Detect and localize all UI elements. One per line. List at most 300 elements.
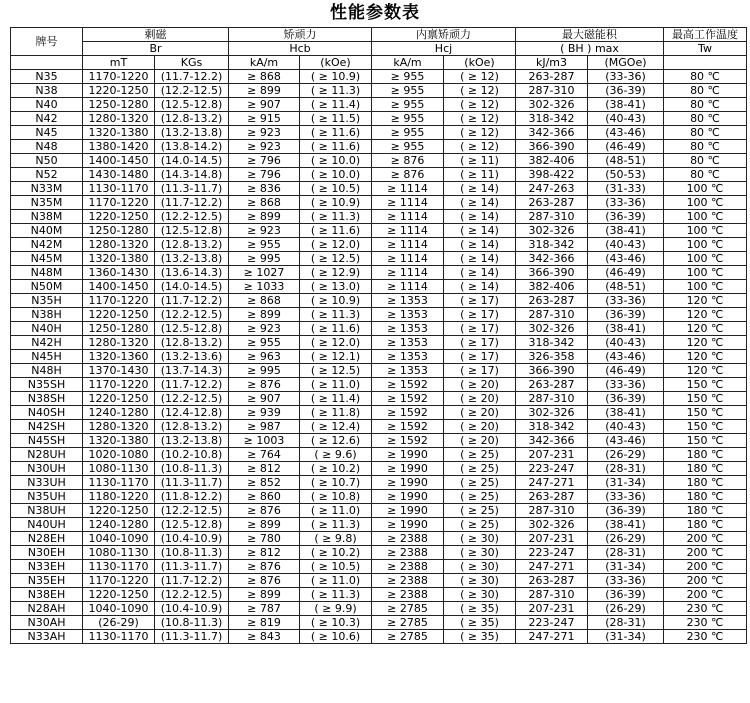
value-cell: 342-366 <box>516 126 588 140</box>
value-cell: ( ≥ 12.0) <box>300 238 372 252</box>
value-cell: 287-310 <box>516 84 588 98</box>
table-row <box>11 238 747 252</box>
grade-cell: N40SH <box>11 406 83 420</box>
value-cell: ≥ 1353 <box>372 364 444 378</box>
value-cell: 100 ℃ <box>664 252 747 266</box>
value-cell: (26-29) <box>588 602 664 616</box>
value-cell: (36-39) <box>588 84 664 98</box>
value-cell: 1130-1170 <box>83 182 155 196</box>
value-cell: 100 ℃ <box>664 182 747 196</box>
value-cell: 1170-1220 <box>83 294 155 308</box>
value-cell: ≥ 955 <box>229 238 300 252</box>
table-row <box>11 126 747 140</box>
value-cell: (46-49) <box>588 266 664 280</box>
value-cell: 1040-1090 <box>83 602 155 616</box>
value-cell: (48-51) <box>588 154 664 168</box>
value-cell: (12.8-13.2) <box>155 238 229 252</box>
value-cell: ( ≥ 11.4) <box>300 98 372 112</box>
value-cell: ≥ 1592 <box>372 378 444 392</box>
value-cell: 1280-1320 <box>83 420 155 434</box>
value-cell: 302-326 <box>516 518 588 532</box>
value-cell: (13.2-13.6) <box>155 350 229 364</box>
value-cell: ≥ 2388 <box>372 560 444 574</box>
value-cell: (40-43) <box>588 112 664 126</box>
value-cell: (11.7-12.2) <box>155 196 229 210</box>
grade-cell: N30EH <box>11 546 83 560</box>
value-cell: (12.2-12.5) <box>155 210 229 224</box>
value-cell: (38-41) <box>588 322 664 336</box>
unit-cell: kA/m <box>229 56 300 70</box>
value-cell: 287-310 <box>516 210 588 224</box>
value-cell: 287-310 <box>516 308 588 322</box>
value-cell: 1320-1380 <box>83 252 155 266</box>
grade-cell: N45M <box>11 252 83 266</box>
value-cell: (40-43) <box>588 420 664 434</box>
value-cell: ( ≥ 25) <box>444 476 516 490</box>
value-cell: ( ≥ 20) <box>444 392 516 406</box>
grade-cell: N42M <box>11 238 83 252</box>
value-cell: (13.2-13.8) <box>155 126 229 140</box>
grade-cell: N28EH <box>11 532 83 546</box>
value-cell: ≥ 1033 <box>229 280 300 294</box>
table-row <box>11 602 747 616</box>
value-cell: ≥ 876 <box>229 504 300 518</box>
value-cell: ( ≥ 13.0) <box>300 280 372 294</box>
value-cell: (10.8-11.3) <box>155 462 229 476</box>
value-cell: ( ≥ 14) <box>444 280 516 294</box>
grade-cell: N35 <box>11 70 83 84</box>
header-row-units <box>11 56 747 70</box>
value-cell: ( ≥ 25) <box>444 490 516 504</box>
grade-cell: N38EH <box>11 588 83 602</box>
grade-cell: N42H <box>11 336 83 350</box>
value-cell: ( ≥ 14) <box>444 224 516 238</box>
value-cell: (43-46) <box>588 252 664 266</box>
value-cell: ≥ 787 <box>229 602 300 616</box>
value-cell: 207-231 <box>516 602 588 616</box>
value-cell: 100 ℃ <box>664 238 747 252</box>
value-cell: (36-39) <box>588 588 664 602</box>
grade-cell: N45 <box>11 126 83 140</box>
header-units-blank <box>664 56 747 70</box>
header-temp-symbol: Tw <box>664 42 747 56</box>
value-cell: 120 ℃ <box>664 308 747 322</box>
grade-cell: N38M <box>11 210 83 224</box>
value-cell: 263-287 <box>516 196 588 210</box>
table-row <box>11 490 747 504</box>
header-intrinsic-symbol: Hcj <box>372 42 516 56</box>
header-max-energy-product: 最大磁能积 <box>516 28 664 42</box>
grade-cell: N42SH <box>11 420 83 434</box>
value-cell: (10.8-11.3) <box>155 546 229 560</box>
value-cell: (36-39) <box>588 392 664 406</box>
value-cell: ≥ 955 <box>229 336 300 350</box>
header-energy-symbol: ( BH ) max <box>516 42 664 56</box>
page-title: 性能参数表 <box>330 3 420 23</box>
value-cell: ≥ 907 <box>229 98 300 112</box>
value-cell: ( ≥ 11.8) <box>300 406 372 420</box>
value-cell: (13.7-14.3) <box>155 364 229 378</box>
table-row <box>11 196 747 210</box>
value-cell: 1360-1430 <box>83 266 155 280</box>
table-row <box>11 308 747 322</box>
value-cell: ( ≥ 11.6) <box>300 322 372 336</box>
value-cell: ( ≥ 10.3) <box>300 616 372 630</box>
value-cell: 180 ℃ <box>664 504 747 518</box>
value-cell: ( ≥ 14) <box>444 266 516 280</box>
value-cell: 80 ℃ <box>664 98 747 112</box>
value-cell: (14.3-14.8) <box>155 168 229 182</box>
table-row <box>11 294 747 308</box>
value-cell: (48-51) <box>588 280 664 294</box>
value-cell: 1220-1250 <box>83 588 155 602</box>
value-cell: 302-326 <box>516 98 588 112</box>
value-cell: (11.3-11.7) <box>155 182 229 196</box>
header-grade: 牌号 <box>11 28 83 56</box>
value-cell: ( ≥ 12) <box>444 98 516 112</box>
table-row <box>11 518 747 532</box>
value-cell: ( ≥ 12) <box>444 112 516 126</box>
value-cell: ≥ 1592 <box>372 406 444 420</box>
value-cell: 200 ℃ <box>664 574 747 588</box>
value-cell: (33-36) <box>588 378 664 392</box>
value-cell: 80 ℃ <box>664 84 747 98</box>
value-cell: ≥ 2388 <box>372 574 444 588</box>
grade-cell: N35EH <box>11 574 83 588</box>
value-cell: 180 ℃ <box>664 448 747 462</box>
value-cell: 1250-1280 <box>83 98 155 112</box>
value-cell: 100 ℃ <box>664 266 747 280</box>
grade-cell: N28AH <box>11 602 83 616</box>
value-cell: (12.2-12.5) <box>155 588 229 602</box>
value-cell: ( ≥ 11.6) <box>300 140 372 154</box>
grade-cell: N42 <box>11 112 83 126</box>
value-cell: (36-39) <box>588 210 664 224</box>
unit-cell: (kOe) <box>444 56 516 70</box>
value-cell: 398-422 <box>516 168 588 182</box>
value-cell: ≥ 1114 <box>372 238 444 252</box>
value-cell: ( ≥ 30) <box>444 588 516 602</box>
header-remanence-symbol: Br <box>83 42 229 56</box>
value-cell: ≥ 780 <box>229 532 300 546</box>
value-cell: 1170-1220 <box>83 574 155 588</box>
value-cell: (10.2-10.8) <box>155 448 229 462</box>
value-cell: (28-31) <box>588 462 664 476</box>
value-cell: ( ≥ 10.9) <box>300 70 372 84</box>
value-cell: 263-287 <box>516 490 588 504</box>
value-cell: (11.3-11.7) <box>155 560 229 574</box>
value-cell: (12.2-12.5) <box>155 308 229 322</box>
value-cell: ≥ 2785 <box>372 630 444 644</box>
unit-cell: KGs <box>155 56 229 70</box>
table-row <box>11 70 747 84</box>
value-cell: 223-247 <box>516 462 588 476</box>
value-cell: 247-271 <box>516 476 588 490</box>
value-cell: (46-49) <box>588 140 664 154</box>
value-cell: ( ≥ 12) <box>444 70 516 84</box>
value-cell: 263-287 <box>516 294 588 308</box>
grade-cell: N35SH <box>11 378 83 392</box>
grade-cell: N28UH <box>11 448 83 462</box>
value-cell: 223-247 <box>516 546 588 560</box>
value-cell: 1220-1250 <box>83 210 155 224</box>
value-cell: ≥ 899 <box>229 210 300 224</box>
value-cell: ( ≥ 35) <box>444 616 516 630</box>
value-cell: 180 ℃ <box>664 462 747 476</box>
value-cell: 318-342 <box>516 238 588 252</box>
value-cell: ( ≥ 11.3) <box>300 210 372 224</box>
value-cell: 318-342 <box>516 112 588 126</box>
table-row <box>11 616 747 630</box>
value-cell: ≥ 963 <box>229 350 300 364</box>
value-cell: ≥ 764 <box>229 448 300 462</box>
table-row <box>11 448 747 462</box>
value-cell: ( ≥ 30) <box>444 560 516 574</box>
table-row <box>11 168 747 182</box>
grade-cell: N45H <box>11 350 83 364</box>
table-row <box>11 322 747 336</box>
value-cell: 302-326 <box>516 406 588 420</box>
value-cell: ≥ 796 <box>229 154 300 168</box>
value-cell: ( ≥ 10.0) <box>300 168 372 182</box>
grade-cell: N50 <box>11 154 83 168</box>
value-cell: ( ≥ 14) <box>444 252 516 266</box>
value-cell: 1320-1380 <box>83 126 155 140</box>
value-cell: ( ≥ 12.5) <box>300 252 372 266</box>
value-cell: ( ≥ 10.8) <box>300 490 372 504</box>
value-cell: ( ≥ 9.8) <box>300 532 372 546</box>
value-cell: ≥ 923 <box>229 224 300 238</box>
value-cell: 100 ℃ <box>664 280 747 294</box>
grade-cell: N33EH <box>11 560 83 574</box>
value-cell: ( ≥ 12.6) <box>300 434 372 448</box>
value-cell: (12.4-12.8) <box>155 406 229 420</box>
value-cell: 80 ℃ <box>664 168 747 182</box>
value-cell: ( ≥ 25) <box>444 518 516 532</box>
value-cell: ≥ 1114 <box>372 280 444 294</box>
value-cell: 200 ℃ <box>664 588 747 602</box>
table-row <box>11 140 747 154</box>
grade-cell: N40 <box>11 98 83 112</box>
value-cell: 150 ℃ <box>664 378 747 392</box>
value-cell: ( ≥ 17) <box>444 322 516 336</box>
value-cell: ≥ 852 <box>229 476 300 490</box>
value-cell: ≥ 939 <box>229 406 300 420</box>
value-cell: (14.0-14.5) <box>155 280 229 294</box>
value-cell: 150 ℃ <box>664 392 747 406</box>
value-cell: 342-366 <box>516 434 588 448</box>
grade-cell: N40UH <box>11 518 83 532</box>
grade-cell: N35H <box>11 294 83 308</box>
value-cell: ≥ 2388 <box>372 532 444 546</box>
grade-cell: N33M <box>11 182 83 196</box>
value-cell: ( ≥ 10.2) <box>300 546 372 560</box>
value-cell: (11.7-12.2) <box>155 294 229 308</box>
value-cell: (12.5-12.8) <box>155 518 229 532</box>
value-cell: 247-271 <box>516 560 588 574</box>
table-row <box>11 84 747 98</box>
value-cell: ≥ 1353 <box>372 350 444 364</box>
value-cell: ≥ 899 <box>229 84 300 98</box>
value-cell: ≥ 1114 <box>372 210 444 224</box>
value-cell: ( ≥ 35) <box>444 630 516 644</box>
value-cell: ≥ 987 <box>229 420 300 434</box>
grade-cell: N40M <box>11 224 83 238</box>
value-cell: 1170-1220 <box>83 196 155 210</box>
value-cell: 1080-1130 <box>83 546 155 560</box>
table-row <box>11 266 747 280</box>
value-cell: 80 ℃ <box>664 140 747 154</box>
header-units-blank <box>11 56 83 70</box>
value-cell: 382-406 <box>516 280 588 294</box>
value-cell: ( ≥ 11.5) <box>300 112 372 126</box>
table-row <box>11 112 747 126</box>
value-cell: 1130-1170 <box>83 630 155 644</box>
value-cell: ( ≥ 10.9) <box>300 294 372 308</box>
value-cell: ( ≥ 20) <box>444 434 516 448</box>
value-cell: 287-310 <box>516 588 588 602</box>
table-row <box>11 98 747 112</box>
value-cell: 1320-1360 <box>83 350 155 364</box>
value-cell: ( ≥ 11.6) <box>300 224 372 238</box>
value-cell: ( ≥ 30) <box>444 546 516 560</box>
value-cell: (28-31) <box>588 616 664 630</box>
value-cell: ≥ 1353 <box>372 294 444 308</box>
value-cell: ( ≥ 11.3) <box>300 308 372 322</box>
value-cell: ( ≥ 11) <box>444 154 516 168</box>
value-cell: ≥ 1592 <box>372 420 444 434</box>
value-cell: ≥ 1990 <box>372 490 444 504</box>
value-cell: ≥ 2785 <box>372 616 444 630</box>
table-row <box>11 336 747 350</box>
value-cell: ≥ 1990 <box>372 504 444 518</box>
value-cell: 342-366 <box>516 252 588 266</box>
grade-cell: N48 <box>11 140 83 154</box>
value-cell: ≥ 796 <box>229 168 300 182</box>
table-row <box>11 280 747 294</box>
value-cell: ≥ 2388 <box>372 588 444 602</box>
value-cell: ( ≥ 11.3) <box>300 588 372 602</box>
grade-cell: N33UH <box>11 476 83 490</box>
value-cell: ( ≥ 25) <box>444 504 516 518</box>
value-cell: (11.7-12.2) <box>155 378 229 392</box>
value-cell: ( ≥ 20) <box>444 406 516 420</box>
unit-cell: (MGOe) <box>588 56 664 70</box>
header-row-group <box>11 28 747 42</box>
value-cell: 263-287 <box>516 378 588 392</box>
value-cell: (12.5-12.8) <box>155 224 229 238</box>
value-cell: ≥ 812 <box>229 462 300 476</box>
value-cell: ( ≥ 17) <box>444 350 516 364</box>
value-cell: 223-247 <box>516 616 588 630</box>
value-cell: ( ≥ 17) <box>444 308 516 322</box>
value-cell: 100 ℃ <box>664 196 747 210</box>
value-cell: (12.5-12.8) <box>155 322 229 336</box>
value-cell: ≥ 899 <box>229 588 300 602</box>
value-cell: ( ≥ 20) <box>444 420 516 434</box>
value-cell: ( ≥ 10.9) <box>300 196 372 210</box>
table-row <box>11 462 747 476</box>
grade-cell: N40H <box>11 322 83 336</box>
value-cell: 207-231 <box>516 448 588 462</box>
grade-cell: N38SH <box>11 392 83 406</box>
unit-cell: (kOe) <box>300 56 372 70</box>
value-cell: 120 ℃ <box>664 294 747 308</box>
table-row <box>11 406 747 420</box>
value-cell: ≥ 1990 <box>372 462 444 476</box>
value-cell: 200 ℃ <box>664 546 747 560</box>
grade-cell: N30UH <box>11 462 83 476</box>
value-cell: (33-36) <box>588 574 664 588</box>
value-cell: (26-29) <box>588 532 664 546</box>
unit-cell: kJ/m3 <box>516 56 588 70</box>
grade-cell: N38 <box>11 84 83 98</box>
grade-cell: N52 <box>11 168 83 182</box>
value-cell: ( ≥ 20) <box>444 378 516 392</box>
value-cell: ( ≥ 35) <box>444 602 516 616</box>
table-row <box>11 532 747 546</box>
grade-cell: N38UH <box>11 504 83 518</box>
table-row <box>11 378 747 392</box>
value-cell: (10.4-10.9) <box>155 602 229 616</box>
header-coercivity-symbol: Hcb <box>229 42 372 56</box>
value-cell: (33-36) <box>588 490 664 504</box>
value-cell: ( ≥ 12.4) <box>300 420 372 434</box>
header-coercivity: 矫顽力 <box>229 28 372 42</box>
value-cell: ( ≥ 14) <box>444 210 516 224</box>
value-cell: 263-287 <box>516 574 588 588</box>
value-cell: 230 ℃ <box>664 616 747 630</box>
value-cell: (14.0-14.5) <box>155 154 229 168</box>
value-cell: 302-326 <box>516 322 588 336</box>
value-cell: ( ≥ 25) <box>444 448 516 462</box>
value-cell: 1080-1130 <box>83 462 155 476</box>
value-cell: 150 ℃ <box>664 420 747 434</box>
value-cell: ≥ 1592 <box>372 392 444 406</box>
value-cell: ≥ 923 <box>229 126 300 140</box>
table-row <box>11 154 747 168</box>
value-cell: 1170-1220 <box>83 378 155 392</box>
value-cell: ( ≥ 11) <box>444 168 516 182</box>
value-cell: 366-390 <box>516 364 588 378</box>
value-cell: (33-36) <box>588 70 664 84</box>
value-cell: 1400-1450 <box>83 154 155 168</box>
value-cell: ( ≥ 10.0) <box>300 154 372 168</box>
value-cell: 1020-1080 <box>83 448 155 462</box>
table-row <box>11 560 747 574</box>
value-cell: 1220-1250 <box>83 504 155 518</box>
value-cell: ( ≥ 12) <box>444 84 516 98</box>
value-cell: (38-41) <box>588 224 664 238</box>
table-body <box>11 70 747 644</box>
value-cell: 180 ℃ <box>664 490 747 504</box>
value-cell: ≥ 955 <box>372 84 444 98</box>
value-cell: ≥ 1114 <box>372 182 444 196</box>
value-cell: 100 ℃ <box>664 210 747 224</box>
value-cell: ≥ 868 <box>229 70 300 84</box>
value-cell: (43-46) <box>588 434 664 448</box>
value-cell: ≥ 995 <box>229 364 300 378</box>
value-cell: ≥ 1353 <box>372 322 444 336</box>
value-cell: ≥ 876 <box>229 560 300 574</box>
value-cell: 1370-1430 <box>83 364 155 378</box>
header-intrinsic-coercivity: 内禀矫顽力 <box>372 28 516 42</box>
value-cell: ≥ 1114 <box>372 196 444 210</box>
table-row <box>11 504 747 518</box>
value-cell: ≥ 1353 <box>372 308 444 322</box>
table-row <box>11 350 747 364</box>
value-cell: ≥ 1114 <box>372 224 444 238</box>
